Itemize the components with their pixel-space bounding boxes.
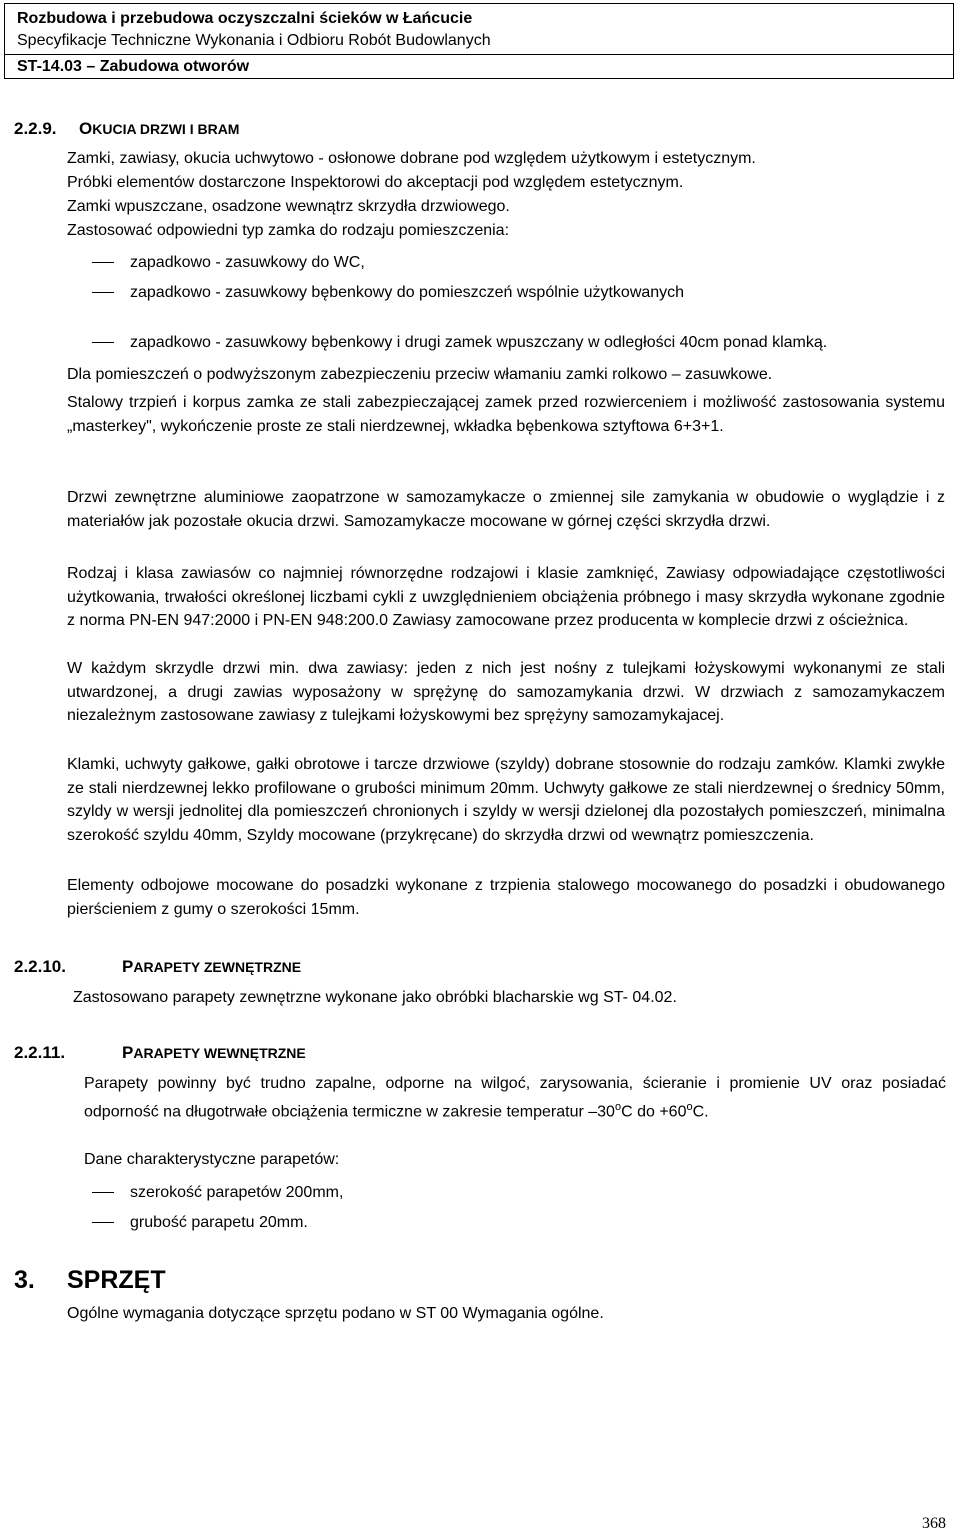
- section-title-2-2-10: PARAPETY ZEWNĘTRZNE: [122, 957, 302, 976]
- paragraph-each-leaf: W każdym skrzydle drzwi min. dwa zawiasy: jeden z nich jest nośny z tulejkami łożyskowymi wykonanymi ze stali utwardzonej, a drugi zawias wyposażony w sprężynę do samozamykania drzwi. W drzwiach z samozamykaczem niezależnym zastosowane zawiasy z tulejkami łożyskowymi bez sprężyny samozamykajacej.: [67, 660, 945, 724]
- paragraph-mortise-locks: Zamki wpuszczane, osadzone wewnątrz skrzydła drzwiowego.: [67, 198, 510, 215]
- chapter-number-3: 3.: [14, 1266, 35, 1294]
- page-number: 368: [922, 1515, 946, 1532]
- section-title-2-2-11: PARAPETY WEWNĘTRZNE: [122, 1043, 306, 1062]
- paragraph-external-doors: Drzwi zewnętrzne aluminiowe zaopatrzone w samozamykacze o zmiennej sile zamykania w obudowie o wyglądzie i z materiałów jak pozostałe okucia drzwi. Samozamykacze mocowane w górnej części skrzydła drzwi.: [67, 489, 945, 530]
- header-section-code: ST-14.03 – Zabudowa otworów: [17, 58, 250, 75]
- header-project-title: Rozbudowa i przebudowa oczyszczalni ścieków w Łańcucie: [17, 10, 473, 27]
- chapter-title-equipment: SPRZĘT: [67, 1266, 166, 1294]
- paragraph-equipment: Ogólne wymagania dotyczące sprzętu podano w ST 00 Wymagania ogólne.: [67, 1305, 604, 1322]
- paragraph-door-stops: Elementy odbojowe mocowane do posadzki wykonane z trzpienia stalowego mocowanego do posadzki i obudowanego pierścieniem z gumy o szerokości 15mm.: [67, 877, 945, 918]
- section-number-2-2-9: 2.2.9.: [14, 119, 57, 138]
- header-divider: [5, 54, 953, 55]
- paragraph-lock-type: Zastosować odpowiedni typ zamka do rodzaju pomieszczenia:: [67, 222, 510, 239]
- paragraph-handles: Klamki, uchwyty gałkowe, gałki obrotowe i tarcze drzwiowe (szyldy) dobrane stosownie do rodzaju zamków. Klamki zwykłe ze stali nierdzewnej lekko profilowane o grubości minimum 20mm. Uchwyty gałkowe ze stali nierdzewnej o średnicy 50mm, szyldy w wersji jednolitej dla pomieszczeń chronionych i szyldy w wersji dzielonej dla pozostałych pomieszczeń, minimalna szerokość szyldu 40mm, Szyldy mocowane (przykręcane) do skrzydła drzwi od wewnątrz pomieszczenia.: [67, 756, 945, 844]
- paragraph-locks-hinges: Zamki, zawiasy, okucia uchwytowo - osłonowe dobrane pod względem użytkowym i estetycznym.: [67, 150, 756, 167]
- paragraph-sill-data: Dane charakterystyczne parapetów:: [84, 1151, 340, 1168]
- paragraph-external-sills: Zastosowano parapety zewnętrzne wykonane jako obróbki blacharskie wg ST- 04.02.: [73, 989, 677, 1006]
- dash-bullet: [92, 262, 114, 263]
- dash-bullet: [92, 342, 114, 343]
- section-title-2-2-9: OKUCIA DRZWI I BRAM: [79, 119, 240, 138]
- header-spec-title: Specyfikacje Techniczne Wykonania i Odbioru Robót Budowlanych: [17, 32, 491, 49]
- paragraph-steel-pin: Stalowy trzpień i korpus zamka ze stali zabezpieczającej zamek przed rozwierceniem i możliwość zastosowania systemu „masterkey", wykończenie proste ze stali nierdzewnej, wkładka bębenkowa sztyftowa 6+3+1.: [67, 394, 945, 435]
- section-number-2-2-11: 2.2.11.: [14, 1043, 66, 1062]
- dash-bullet: [92, 1222, 114, 1223]
- paragraph-secure-rooms: Dla pomieszczeń o podwyższonym zabezpieczeniu przeciw włamaniu zamki rolkowo – zasuwkowe.: [67, 366, 773, 383]
- list-item: grubość parapetu 20mm.: [130, 1214, 308, 1231]
- paragraph-hinges: Rodzaj i klasa zawiasów co najmniej równorzędne rodzajowi i klasie zamknięć, Zawiasy odpowiadające częstotliwości użytkowania, trwałości określonej liczbami cykli z uwzględnieniem obciążenia próbnego i masy skrzydła wykonane zgodnie z norma PN-EN 947:2000 i PN-EN 948:200.0 Zawiasy zamocowane przez producenta w komplecie drzwi z ościeżnica.: [67, 565, 945, 629]
- list-item: zapadkowo - zasuwkowy do WC,: [130, 254, 365, 271]
- list-item: szerokość parapetów 200mm,: [130, 1184, 344, 1201]
- list-item: zapadkowo - zasuwkowy bębenkowy i drugi zamek wpuszczany w odległości 40cm ponad klamką.: [130, 334, 828, 351]
- document-header: [4, 3, 954, 79]
- section-number-2-2-10: 2.2.10.: [14, 957, 66, 976]
- list-item: zapadkowo - zasuwkowy bębenkowy do pomieszczeń wspólnie użytkowanych: [130, 284, 685, 301]
- dash-bullet: [92, 292, 114, 293]
- dash-bullet: [92, 1192, 114, 1193]
- paragraph-internal-sills: Parapety powinny być trudno zapalne, odporne na wilgoć, zarysowania, ścieranie i promienie UV oraz posiadać odporność na długotrwałe obciążenia termiczne w zakresie temperatur –30$^o$C do $+60^oC$.: [84, 1075, 946, 1120]
- paragraph-samples: Próbki elementów dostarczone Inspektorowi do akceptacji pod względem estetycznym.: [67, 174, 684, 191]
